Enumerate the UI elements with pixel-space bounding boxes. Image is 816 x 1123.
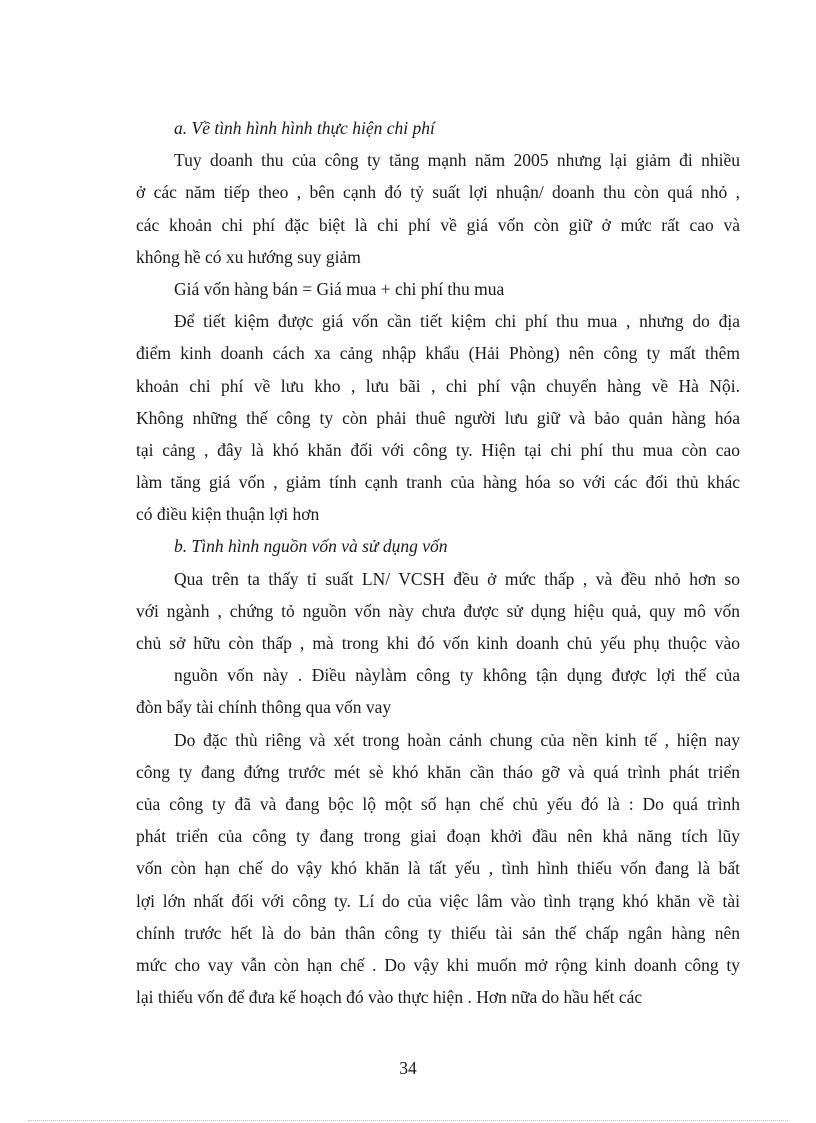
paragraph-line: lại thiếu vốn để đưa kế hoạch đó vào thực hiện . Hơn nữa do hầu hết các	[136, 987, 643, 1008]
paragraph-line: với ngành , chứng tỏ nguồn vốn này chưa được sử dụng hiệu quả, quy mô vốn	[136, 600, 740, 621]
paragraph-line: mức cho vay vẫn còn hạn chế . Do vậy khi muốn mở rộng kinh doanh công ty	[136, 954, 740, 975]
paragraph-line: của công ty đã và đang bộc lộ một số hạn chế chủ yếu đó là : Do quá trình	[136, 793, 740, 814]
paragraph-line: vốn còn hạn chế do vậy khó khăn là tất yếu , tình hình thiếu vốn đang là bất	[136, 858, 740, 879]
page-number: 34	[399, 1058, 417, 1078]
footer-divider	[28, 1120, 788, 1121]
paragraph-line: lợi lớn nhất đối với công ty. Lí do của việc lâm vào tình trạng khó khăn về tài	[136, 890, 740, 911]
paragraph-line: phát triển của công ty đang trong giai đoạn khởi đầu nên khả năng tích lũy	[136, 826, 740, 847]
paragraph-line: chủ sở hữu còn thấp , mà trong khi đó vốn kinh doanh chủ yếu phụ thuộc vào	[136, 633, 740, 653]
paragraph-line: làm tăng giá vốn , giảm tính cạnh tranh của hàng hóa so với các đối thủ khác	[136, 472, 740, 493]
paragraph-line: ở các năm tiếp theo , bên cạnh đó tỷ suất lợi nhuận/ doanh thu còn quá nhỏ ,	[136, 182, 740, 203]
paragraph-line: điểm kinh doanh cách xa cảng nhập khẩu (Hải Phòng) nên công ty mất thêm	[136, 343, 740, 364]
paragraph-line: Để tiết kiệm được giá vốn cần tiết kiệm chi phí thu mua , nhưng do địa	[174, 311, 740, 332]
paragraph-line: nguồn vốn này . Điều nàylàm công ty không tận dụng được lợi thế của	[174, 665, 740, 686]
formula-line: Giá vốn hàng bán = Giá mua + chi phí thu mua	[174, 278, 505, 299]
paragraph-line: công ty đang đứng trước mét sè khó khăn cần tháo gỡ và quá trình phát triển	[136, 761, 740, 782]
paragraph-line: khoản chi phí về lưu kho , lưu bãi , chi phí vận chuyển hàng về Hà Nội.	[136, 375, 740, 396]
paragraph-line: có điều kiện thuận lợi hơn	[136, 504, 320, 525]
section-heading-b: b. Tình hình nguồn vốn và sử dụng vốn	[174, 536, 448, 557]
paragraph-line: chính trước hết là do bản thân công ty thiếu tài sản thế chấp ngân hàng nên	[136, 922, 740, 943]
paragraph-line: không hề có xu hướng suy giảm	[136, 246, 361, 267]
paragraph-line: đòn bẩy tài chính thông qua vốn vay	[136, 697, 392, 718]
paragraph-line: các khoản chi phí đặc biệt là chi phí về giá vốn còn giữ ở mức rất cao và	[136, 214, 740, 235]
paragraph-line: tại cảng , đây là khó khăn đối với công ty. Hiện tại chi phí thu mua còn cao	[136, 439, 740, 460]
paragraph-line: Do đặc thù riêng và xét trong hoàn cảnh chung của nền kinh tế , hiện nay	[174, 729, 740, 750]
section-heading-a: a. Về tình hình hình thực hiện chi phí	[174, 118, 435, 138]
paragraph-line: Tuy doanh thu của công ty tăng mạnh năm 2005 nhưng lại giảm đi nhiều	[174, 150, 740, 171]
paragraph-line: Không những thế công ty còn phải thuê người lưu giữ và bảo quản hàng hóa	[136, 407, 740, 428]
paragraph-line: Qua trên ta thấy tỉ suất LN/ VCSH đều ở mức thấp , và đều nhỏ hơn so	[174, 568, 740, 589]
document-body	[136, 112, 740, 1013]
